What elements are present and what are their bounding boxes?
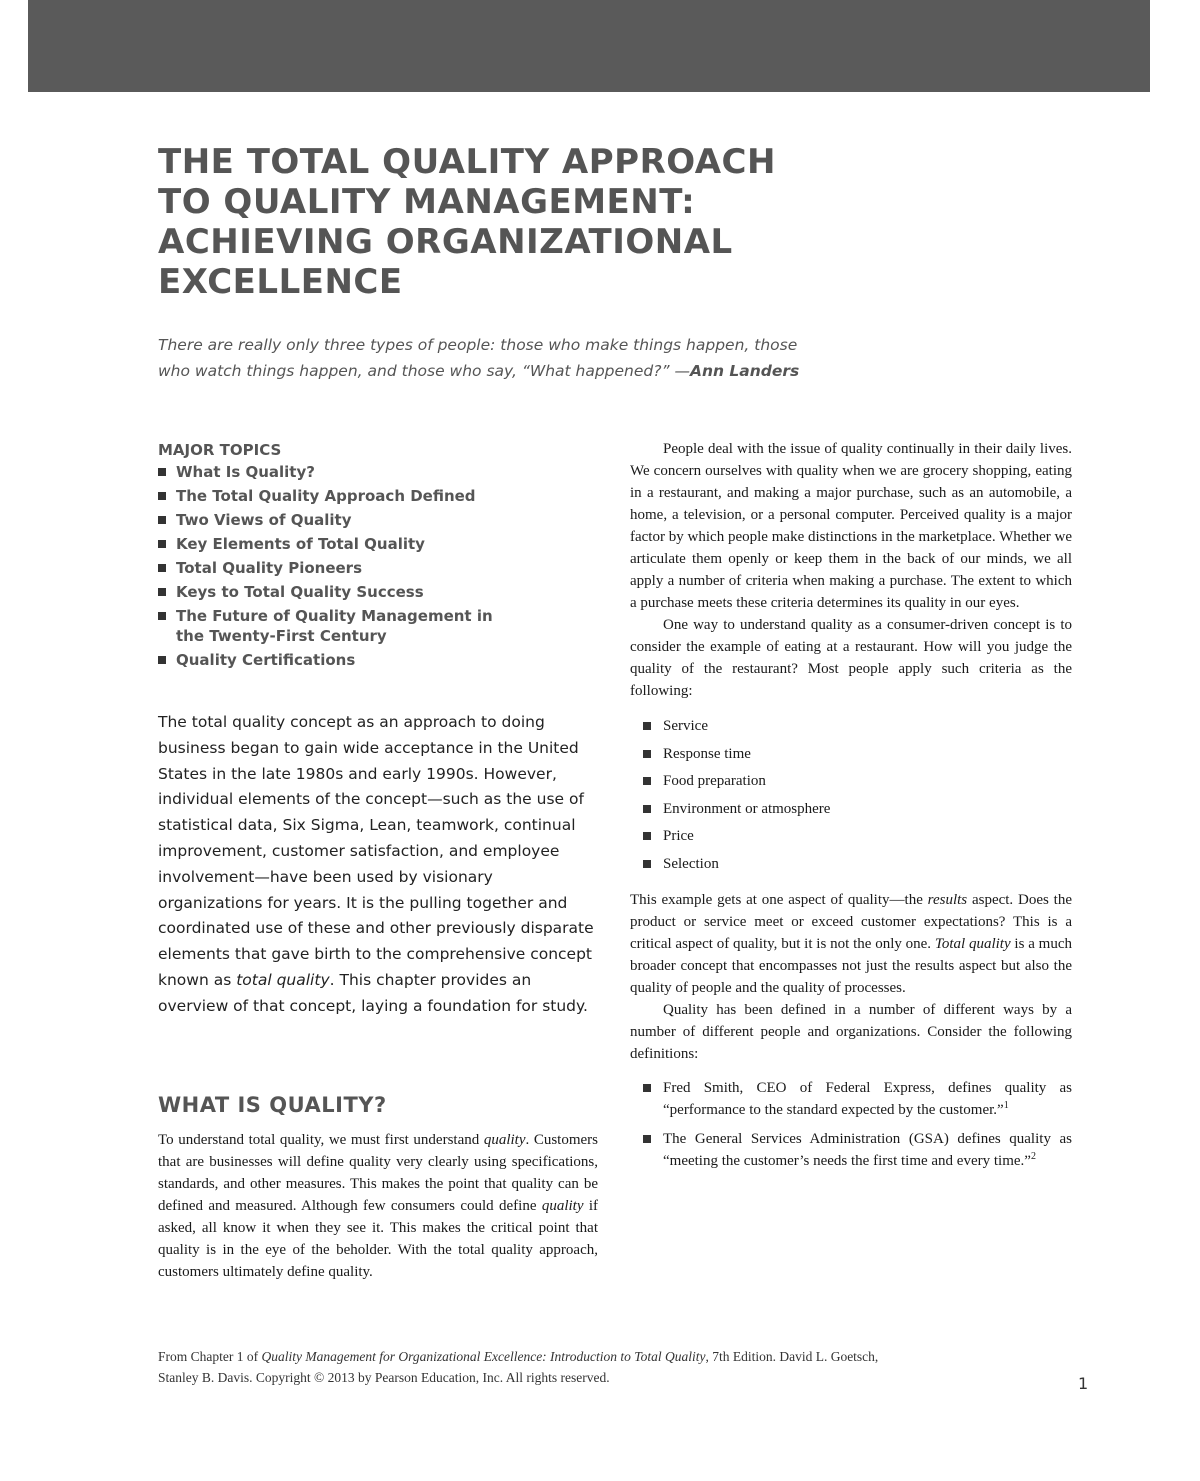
paragraph-emphasis: Total quality — [934, 935, 1011, 952]
criteria-item: Service — [630, 715, 1072, 737]
major-topics — [158, 438, 603, 674]
intro-text-end: . This chapter provides an overview of that concept, laying a foundation for study. — [158, 970, 588, 1015]
footer-line — [158, 1346, 1038, 1367]
epigraph-line: There are really only three types of people: those who make things happen, those — [158, 336, 798, 354]
body-paragraph — [630, 889, 1072, 999]
footer-edition: , 7th Edition. David L. Goetsch, — [705, 1349, 879, 1364]
footer-prefix: From Chapter 1 of — [158, 1349, 262, 1364]
header-bar — [28, 0, 1150, 92]
criteria-list — [630, 715, 1072, 875]
section-text: To understand total quality, we must first understand — [158, 1132, 484, 1148]
chapter-intro — [158, 710, 598, 1020]
definition-text: The General Services Administration (GSA) defines quality as “meeting the customer’s needs the first time and every time.” — [663, 1130, 1072, 1169]
intro-text: The total quality concept as an approach to doing business began to gain wide acceptance in the United States in the late 1980s and early 1990s. However, individual elements of the concept—such as the use of statistical data, Six Sigma, Lean, teamwork, continual improvement, customer satisfaction, and employee involvement—have been used by visionary organizations for years. It is the pulling together and coordinated use of these and other previously disparate elements that gave birth to the comprehensive concept known as — [158, 713, 594, 989]
source-footer — [158, 1346, 1038, 1388]
section-text: . Customers that are businesses will define quality very clearly using specifications, standards, and other measures. This makes the point that quality can be defined and measured. Although few consumers could define — [158, 1132, 598, 1214]
page-number: 1 — [1078, 1374, 1089, 1393]
epigraph-quote-end: who watch things happen, and those who say, “What happened?” — — [158, 362, 690, 380]
topic-item: The Total Quality Approach Defined — [158, 486, 603, 506]
chapter-title-line: TO QUALITY MANAGEMENT: — [158, 182, 696, 222]
definitions-list — [630, 1077, 1072, 1172]
footnote-marker: 2 — [1030, 1150, 1036, 1162]
criteria-item: Environment or atmosphere — [630, 798, 1072, 820]
chapter-title-line: ACHIEVING ORGANIZATIONAL — [158, 222, 733, 262]
topic-item: Quality Certifications — [158, 650, 603, 670]
section-emphasis: quality — [541, 1198, 584, 1214]
footer-book-title: Quality Management for Organizational Excellence: Introduction to Total Quality — [261, 1349, 706, 1364]
definition-text: Fred Smith, CEO of Federal Express, defines quality as “performance to the standard expected by the customer.” — [663, 1079, 1072, 1118]
topic-item: The Future of Quality Management in the Twenty-First Century — [158, 606, 516, 646]
footer-line: Stanley B. Davis. Copyright © 2013 by Pearson Education, Inc. All rights reserved. — [158, 1370, 610, 1385]
definition-item — [630, 1077, 1072, 1121]
section-emphasis: quality — [483, 1132, 526, 1148]
major-topics-list — [158, 462, 603, 670]
paragraph-text: is a much broader concept that encompasses not just the results aspect but also the quality of people and the quality of processes. — [630, 935, 1072, 996]
section-body — [158, 1129, 598, 1283]
epigraph — [158, 332, 858, 384]
chapter-title-line: THE TOTAL QUALITY APPROACH — [158, 142, 776, 182]
epigraph-author: Ann Landers — [689, 362, 800, 380]
intro-emphasis: total quality — [236, 970, 330, 989]
footnote-marker: 1 — [1003, 1099, 1009, 1111]
topic-item: Keys to Total Quality Success — [158, 582, 603, 602]
right-column — [630, 438, 1072, 1179]
topic-item: Total Quality Pioneers — [158, 558, 603, 578]
criteria-item: Price — [630, 825, 1072, 847]
body-paragraph: People deal with the issue of quality continually in their daily lives. We concern ourselves with quality when we are grocery shopping, eating in a restaurant, and making a major purchase, such as an automobile, a home, a television, or a personal computer. Perceived quality is a major factor by which people make distinctions in the marketplace. Whether we articulate them openly or keep them in the back of our minds, we all apply a number of criteria when making a purchase. The extent to which a purchase meets these criteria determines its quality in our eyes. — [630, 441, 1072, 611]
paragraph-emphasis: results — [927, 891, 968, 908]
major-topics-heading: MAJOR TOPICS — [158, 441, 282, 459]
epigraph-line — [158, 358, 858, 384]
section-text: if asked, all know it when they see it. This makes the critical point that quality is in the eye of the beholder. With the total quality approach, customers ultimately define quality. — [158, 1198, 598, 1280]
topic-item: Two Views of Quality — [158, 510, 603, 530]
topic-item: What Is Quality? — [158, 462, 603, 482]
body-paragraph: Quality has been defined in a number of different ways by a number of different people and organizations. Consider the following definitions: — [630, 1001, 1072, 1062]
chapter-title-line: EXCELLENCE — [158, 262, 403, 302]
body-paragraph: One way to understand quality as a consumer-driven concept is to consider the example of eating at a restaurant. How will you judge the quality of the restaurant? Most people apply such criteria as the following: — [630, 617, 1072, 699]
paragraph-text: aspect. Does the product or service meet or exceed customer expectations? This is a critical aspect of quality, but it is not the only one. — [630, 891, 1072, 952]
criteria-item: Selection — [630, 853, 1072, 875]
section-heading: WHAT IS QUALITY? — [158, 1093, 387, 1117]
definition-item — [630, 1128, 1072, 1172]
topic-item: Key Elements of Total Quality — [158, 534, 603, 554]
paragraph-text: This example gets at one aspect of quality—the — [630, 891, 928, 908]
criteria-item: Food preparation — [630, 770, 1072, 792]
chapter-title — [158, 142, 918, 302]
criteria-item: Response time — [630, 743, 1072, 765]
